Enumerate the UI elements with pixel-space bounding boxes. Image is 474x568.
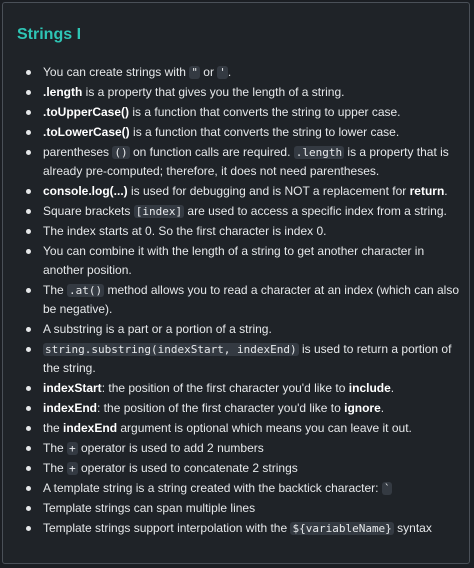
bold-term: include	[348, 381, 391, 395]
bold-term: return	[409, 184, 445, 198]
bold-term: .length	[43, 85, 83, 99]
item-text: argument is optional which means you can leave it out.	[117, 421, 412, 435]
item-text: the	[43, 421, 64, 435]
bold-term: indexStart	[43, 381, 102, 395]
bold-term: indexEnd	[43, 401, 98, 415]
item-text: syntax	[393, 521, 432, 535]
code-snippet: ${variableName}	[292, 522, 392, 535]
item-text: or	[199, 65, 218, 79]
item-text: .	[390, 381, 395, 395]
item-text: You can combine it with the length of a string to get another character in another position.	[43, 244, 425, 277]
list-item	[21, 459, 461, 478]
list-item	[21, 242, 461, 280]
code-snippet: +	[69, 462, 76, 475]
item-text: is used to return a portion of the string.	[43, 342, 452, 375]
bold-term: indexEnd	[63, 421, 118, 435]
code-snippet: "	[191, 66, 198, 79]
item-text: The index starts at 0. So the first character is index 0.	[43, 224, 327, 238]
list-item	[21, 419, 461, 438]
list-item	[21, 340, 461, 378]
list-item	[21, 143, 461, 181]
item-text: : the position of the first character you'd like to	[97, 401, 345, 415]
list-item	[21, 320, 461, 339]
bold-term: console.log(...)	[43, 184, 128, 198]
item-text: A template string is a string created with the backtick character:	[43, 481, 382, 495]
item-text: is a function that converts the string to lower case.	[129, 125, 400, 139]
item-text: is a function that converts the string to upper case.	[129, 105, 401, 119]
item-text: is a property that is already pre-computed; therefore, it does not need parentheses.	[43, 145, 449, 178]
item-text: .	[444, 184, 448, 198]
item-text: is a property that gives you the length of a string.	[82, 85, 345, 99]
list-item	[21, 202, 461, 221]
list-item	[21, 519, 461, 538]
notes-card	[2, 2, 470, 564]
code-snippet: .length	[295, 146, 343, 159]
page-title: Strings I	[17, 26, 82, 43]
item-text: Template strings support interpolation with the	[43, 521, 291, 535]
item-text: The	[43, 283, 68, 297]
item-text: method allows you to read a character at an index (which can also be negative).	[43, 283, 460, 316]
code-snippet: +	[69, 442, 76, 455]
item-text: The	[43, 441, 68, 455]
list-item	[21, 479, 461, 498]
bold-term: ignore	[344, 401, 381, 415]
list-item	[21, 399, 461, 418]
item-text: Template strings can span multiple lines	[43, 501, 256, 515]
item-text: A substring is a part or a portion of a string.	[43, 322, 272, 336]
item-text: The	[43, 461, 68, 475]
code-snippet: `	[383, 482, 391, 495]
item-text: operator is used to concatenate 2 strings	[77, 461, 298, 475]
item-text: Square brackets	[43, 204, 134, 218]
list-item	[21, 439, 461, 458]
list-item	[21, 182, 461, 201]
item-text: You can create strings with	[43, 65, 190, 79]
item-text: : the position of the first character you'd like to	[101, 381, 349, 395]
list-item	[21, 281, 461, 319]
item-text: .	[227, 65, 232, 79]
list-item	[21, 499, 461, 518]
list-item	[21, 379, 461, 398]
code-snippet: .at()	[69, 284, 103, 297]
item-text: .	[380, 401, 385, 415]
item-text: parentheses	[43, 145, 113, 159]
list-item	[21, 63, 461, 82]
item-text: on function calls are required.	[129, 145, 294, 159]
bold-term: .toLowerCase()	[43, 125, 130, 139]
code-snippet: string.substring(indexStart, indexEnd)	[45, 343, 297, 356]
bold-term: .toUpperCase()	[43, 105, 130, 119]
list-item	[21, 83, 461, 102]
code-snippet: ()	[114, 146, 128, 159]
notes-list	[21, 63, 461, 539]
list-item	[21, 123, 461, 142]
code-snippet: [index]	[135, 205, 183, 218]
list-item	[21, 103, 461, 122]
code-snippet: '	[219, 66, 226, 79]
list-item	[21, 222, 461, 241]
item-text: operator is used to add 2 numbers	[77, 441, 264, 455]
item-text: are used to access a specific index from a string.	[184, 204, 447, 218]
item-text: is used for debugging and is NOT a replacement for	[127, 184, 410, 198]
